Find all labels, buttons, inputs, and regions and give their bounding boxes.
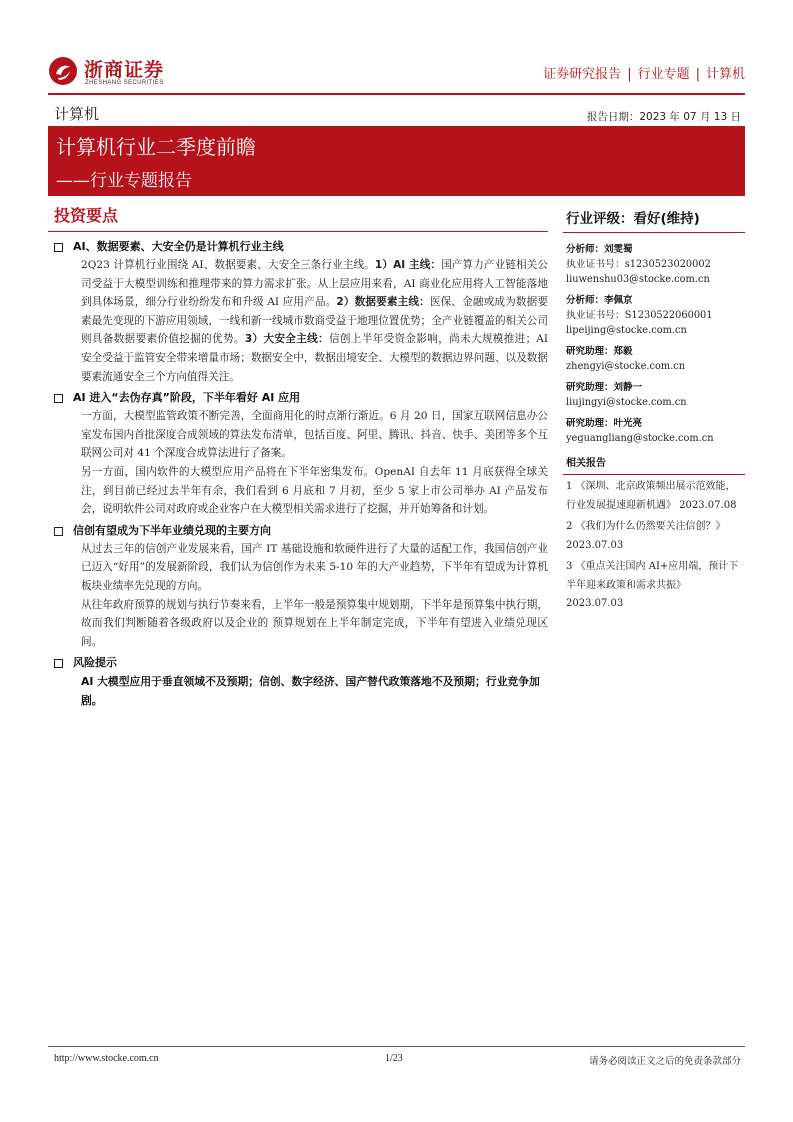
bold-label: 1）AI 主线： (374, 259, 442, 271)
analyst-card (563, 380, 745, 410)
sector-label: 计算机 (54, 105, 100, 123)
report-subtitle: ——行业专题报告 (56, 171, 192, 191)
analyst-card (563, 293, 745, 338)
bullet-item (48, 654, 548, 672)
analyst-name: 研究助理：刘静一 (566, 382, 643, 393)
analyst-name: 研究助理：叶光亮 (566, 418, 643, 429)
bold-label: 3）大安全主线： (244, 333, 329, 346)
checkbox-bullet-icon (54, 527, 63, 536)
report-date: 报告日期：2023 年 07 月 13 日 (586, 111, 741, 123)
analyst-license: 执业证书号：s1230523020002 (566, 259, 711, 270)
bullet-item (48, 389, 548, 407)
related-report-link[interactable]: 3 《重点关注国内 AI+应用端，预计下半年迎来政策和需求共振》 2023.07.03 (566, 561, 739, 609)
bullet-title: 信创有望成为下半年业绩兑现的主要方向 (73, 523, 271, 537)
footer-divider (48, 1046, 745, 1047)
analyst-card (563, 242, 745, 287)
text-run: 信创上半年受资金影响，尚未大规模推进；AI 安全受益于监管安全带来增量市场；数据安全中，数据出境安全、大模型的数据边界问题、以及数据要素流通安全三个方向值得关注。 (81, 333, 548, 383)
nav-report-type: 证券研究报告 (543, 67, 622, 82)
analyst-email[interactable]: liuwenshu03@stocke.com.cn (566, 274, 710, 285)
industry-rating: 行业评级：看好(维持) (563, 206, 745, 233)
text-run: 2Q23 计算机行业围绕 AI、数据要素、大安全三条行业主线。 (81, 259, 375, 271)
analyst-email[interactable]: liujingyi@stocke.com.cn (566, 397, 687, 408)
header-nav (543, 63, 745, 82)
bullet-item (48, 522, 548, 540)
bullet-title: AI、数据要素、大安全仍是计算机行业主线 (73, 240, 284, 253)
report-title: 计算机行业二季度前瞻 (56, 135, 256, 159)
logo-icon (48, 56, 78, 86)
bullet-title: AI 进入“去伪存真”阶段，下半年看好 AI 应用 (73, 391, 301, 405)
checkbox-bullet-icon (54, 394, 63, 403)
header-divider (48, 93, 745, 95)
sidebar (563, 206, 745, 614)
analyst-card (563, 344, 745, 374)
brand-name-en: ZHESHANG SECURITIES (85, 80, 164, 86)
risk-warning-text: AI 大模型应用于垂直领域不及预期；信创、数字经济、国产替代政策落地不及预期；行业竞争加剧。 (81, 675, 540, 708)
nav-separator: | (695, 67, 700, 82)
analyst-name: 分析师：刘雯蜀 (566, 244, 633, 255)
paragraph: 从往年政府预算的规划与执行节奏来看，上半年一般是预算集中规划期，下半年是预算集中执行期，故而我们判断随着各级政府以及企业的 预算规划在上半年制定完成，下半年有望进入业绩兑现区间。 (81, 598, 548, 648)
page-number: 1/23 (385, 1053, 403, 1064)
analyst-name: 分析师：李佩京 (566, 295, 633, 306)
section-heading-investment-points: 投资要点 (48, 206, 548, 232)
nav-separator: | (627, 67, 632, 82)
checkbox-bullet-icon (54, 659, 63, 668)
analyst-email[interactable]: zhengyi@stocke.com.cn (566, 361, 686, 372)
text-run: 国产算力产业链相关公司受益于大模型训练和推理带来的算力需求扩张。从上层应用来看，AI 商业化应用将人工智能落地到具体场景，细分行业纷纷发布和升级 AI 应用产品。 (81, 259, 548, 309)
footer-disclaimer: 请务必阅读正文之后的免责条款部分 (588, 1056, 741, 1067)
paragraph: 从过去三年的信创产业发展来看，国产 IT 基础设施和软硬件进行了大量的适配工作，我国信创产业已迈入“好用”的发展新阶段，我们认为信创作为未来 5-10 年的大产业趋势，下半年有望成为计算机板块业绩率先兑现的方向。 (81, 542, 548, 592)
nav-report-category: 行业专题 (637, 67, 690, 82)
analyst-license: 执业证书号：S1230522060001 (566, 310, 713, 321)
text-run: 医保、金融或成为数据要素最先变现的下游应用领域，一线和新一线城市数商受益于地理位置优势；全产业链覆盖的相关公司则具备数据要素价值挖掘的优势。 (81, 296, 548, 346)
footer-website-link[interactable]: http://www.stocke.com.cn (54, 1053, 159, 1064)
analyst-name: 研究助理：郑毅 (566, 346, 633, 357)
analyst-email[interactable]: yeguangliang@stocke.com.cn (566, 433, 714, 444)
related-reports-heading: 相关报告 (563, 456, 745, 475)
analyst-email[interactable]: lipeijing@stocke.com.cn (566, 325, 687, 336)
related-report-link[interactable]: 2 《我们为什么仍然要关注信创？》 2023.07.03 (566, 521, 726, 551)
related-report-link[interactable]: 1 《深圳、北京政策频出展示范效能，行业发展提速迎新机遇》 2023.07.08 (566, 481, 737, 511)
paragraph: 一方面，大模型监管政策不断完善，全面商用化的时点渐行渐近。6 月 20 日，国家互联网信息办公室发布国内首批深度合成领域的算法发布清单，包括百度、阿里、腾讯、抖音、快手、美团等多个互联网公司对 41 个深度合成算法进行了备案。 (81, 410, 548, 460)
bold-label: 2）数据要素主线： (336, 296, 430, 309)
brand-name: 浙商证券 (84, 59, 165, 81)
main-column (48, 206, 548, 710)
bullet-item (48, 238, 548, 256)
bullet-title: 风险提示 (73, 656, 117, 670)
nav-sector: 计算机 (705, 67, 745, 82)
paragraph (48, 256, 548, 386)
paragraph: 另一方面，国内软件的大模型应用产品将在下半年密集发布。OpenAI 自去年 11 月底获得全球关注，到目前已经过去半年有余，我们看到 6 月底和 7 月初，至少 5 家上市公司举办 AI 产品发布会，说明软件公司对政府或企业客户在大模型相关需求进行了挖掘，并开始筹备和计划。 (81, 465, 548, 516)
checkbox-bullet-icon (54, 243, 63, 252)
analyst-card (563, 416, 745, 446)
